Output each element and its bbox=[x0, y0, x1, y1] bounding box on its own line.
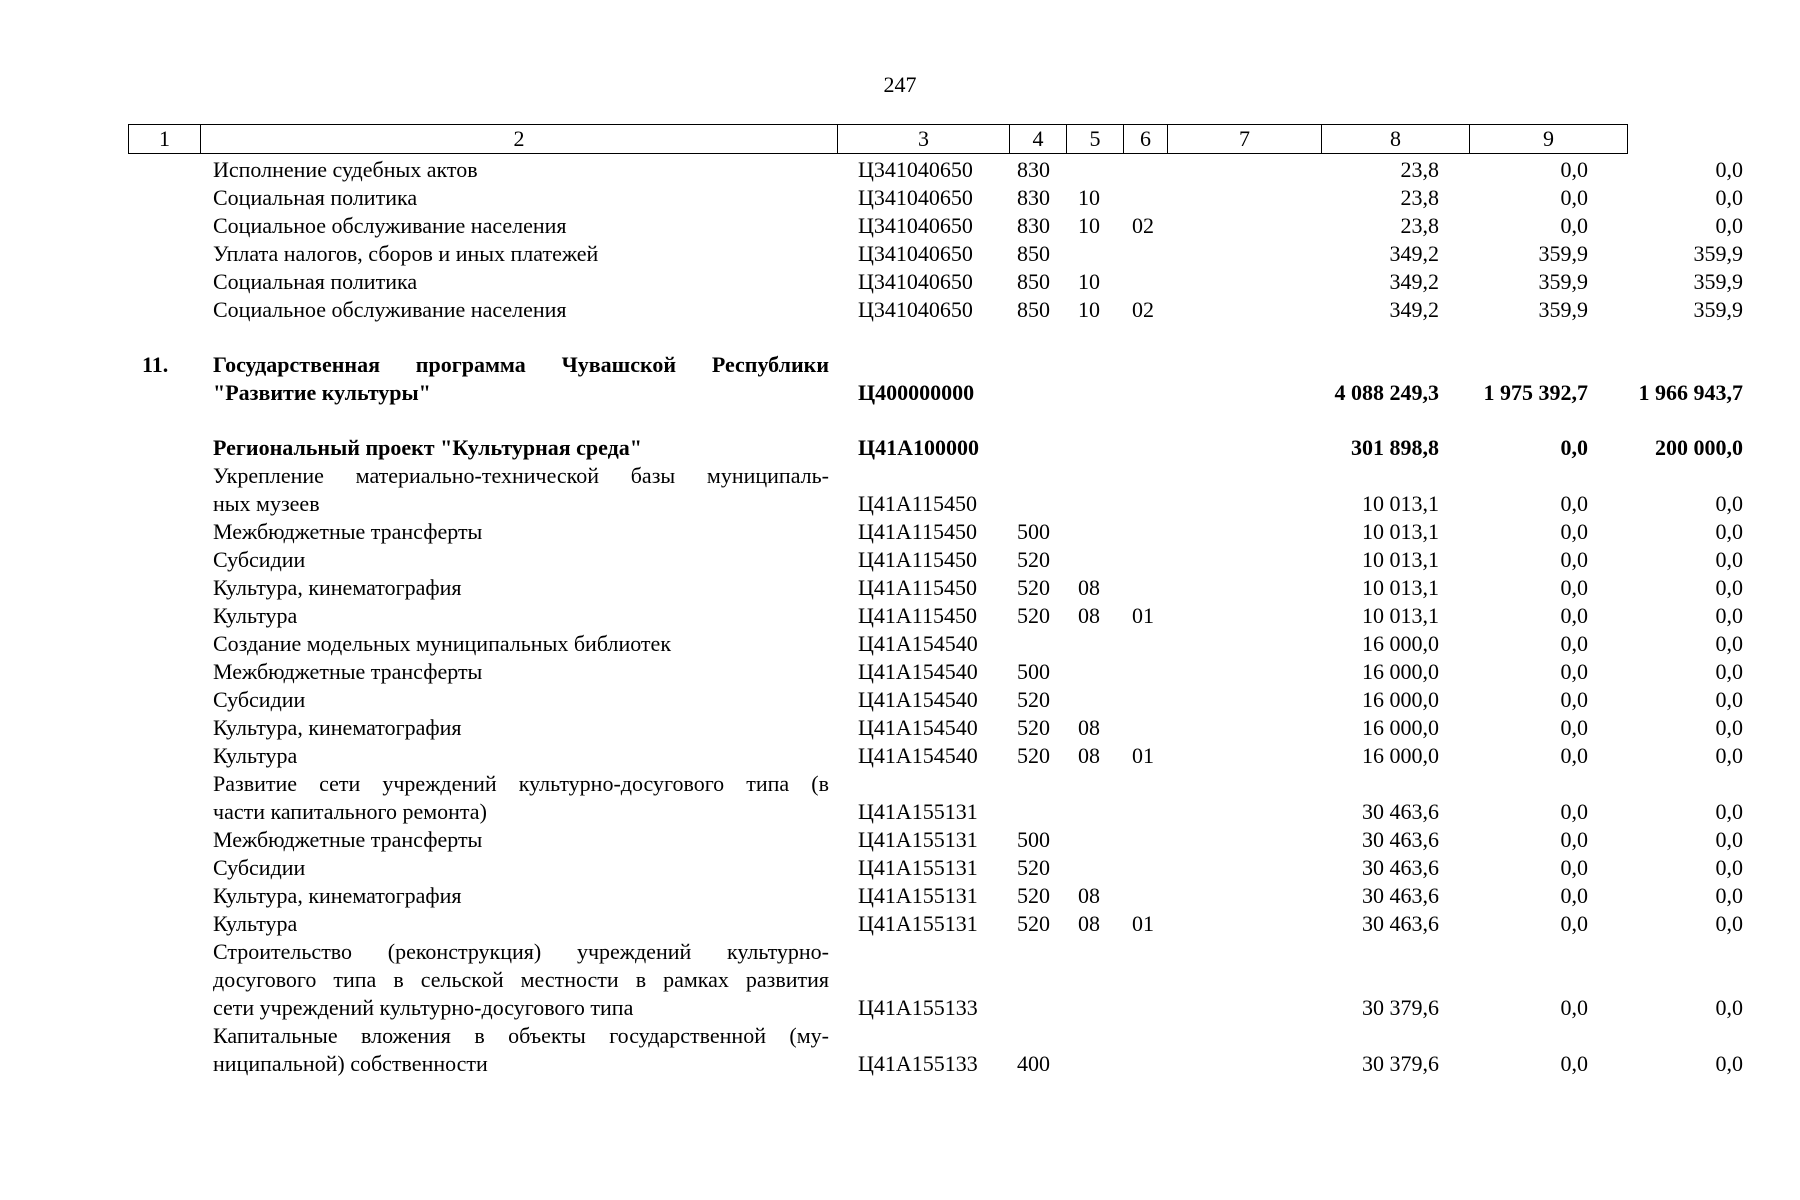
row-name-line: Межбюджетные трансферты bbox=[213, 827, 483, 852]
row-value-9: 0,0 bbox=[1715, 715, 1743, 740]
row-col-5: 08 bbox=[1078, 883, 1100, 908]
row-name-line: Культура, кинематография bbox=[213, 575, 462, 600]
row-col-5: 08 bbox=[1078, 911, 1100, 936]
row-value-9: 1 966 943,7 bbox=[1638, 380, 1743, 405]
header-col-4: 4 bbox=[1010, 125, 1067, 154]
row-value-8: 0,0 bbox=[1560, 799, 1588, 824]
row-value-9: 0,0 bbox=[1715, 911, 1743, 936]
table-row bbox=[128, 742, 1743, 770]
table-row bbox=[128, 714, 1743, 742]
row-value-7: 23,8 bbox=[1400, 213, 1439, 238]
row-value-7: 16 000,0 bbox=[1362, 687, 1439, 712]
table-row bbox=[128, 630, 1743, 658]
table-row bbox=[128, 602, 1743, 630]
row-code: Ц41A115450 bbox=[858, 575, 977, 600]
row-value-7: 301 898,8 bbox=[1351, 435, 1439, 460]
table-row bbox=[128, 296, 1743, 324]
row-spacer bbox=[128, 324, 1627, 351]
row-col-4: 830 bbox=[1017, 185, 1050, 210]
row-value-8: 0,0 bbox=[1560, 547, 1588, 572]
row-value-7: 10 013,1 bbox=[1362, 519, 1439, 544]
table-row bbox=[128, 854, 1743, 882]
row-code: Ц41A115450 bbox=[858, 519, 977, 544]
row-name bbox=[213, 462, 829, 518]
table-row bbox=[128, 1022, 1743, 1078]
row-name bbox=[213, 156, 829, 184]
row-code: Ц41A115450 bbox=[858, 491, 977, 516]
row-col-5: 08 bbox=[1078, 715, 1100, 740]
header-col-5: 5 bbox=[1067, 125, 1124, 154]
row-code: Ц41A154540 bbox=[858, 687, 978, 712]
row-value-7: 349,2 bbox=[1389, 241, 1439, 266]
table-row bbox=[128, 518, 1743, 546]
row-name-line: Субсидии bbox=[213, 547, 306, 572]
row-col-5: 08 bbox=[1078, 603, 1100, 628]
row-name-line: Исполнение судебных актов bbox=[213, 157, 478, 182]
row-name bbox=[213, 1022, 829, 1078]
row-name-line: сети учреждений культурно-досугового типа bbox=[213, 995, 634, 1020]
row-col-5: 10 bbox=[1078, 213, 1100, 238]
row-col-4: 400 bbox=[1017, 1051, 1050, 1076]
row-col-4: 830 bbox=[1017, 213, 1050, 238]
row-name-line: Социальная политика bbox=[213, 269, 418, 294]
table-row bbox=[128, 184, 1743, 212]
row-name-line: части капитального ремонта) bbox=[213, 799, 487, 824]
row-name bbox=[213, 296, 829, 324]
row-value-7: 4 088 249,3 bbox=[1334, 380, 1439, 405]
row-value-9: 0,0 bbox=[1715, 213, 1743, 238]
row-code: Ц41A154540 bbox=[858, 743, 978, 768]
row-name bbox=[213, 686, 829, 714]
row-name-line: Субсидии bbox=[213, 687, 306, 712]
row-value-9: 0,0 bbox=[1715, 185, 1743, 210]
row-value-7: 30 463,6 bbox=[1362, 911, 1439, 936]
row-name-line: Культура, кинематография bbox=[213, 883, 462, 908]
table-row bbox=[128, 574, 1743, 602]
row-code: Ц341040650 bbox=[858, 297, 973, 322]
row-name-line: Строительство (реконструкция) учреждений культурно- bbox=[213, 939, 829, 964]
row-name-line: Государственная программа Чувашской Республики bbox=[213, 352, 829, 377]
row-code: Ц41A115450 bbox=[858, 603, 977, 628]
row-value-7: 30 463,6 bbox=[1362, 883, 1439, 908]
row-value-7: 16 000,0 bbox=[1362, 659, 1439, 684]
row-name-line: Межбюджетные трансферты bbox=[213, 519, 483, 544]
row-col-4: 830 bbox=[1017, 157, 1050, 182]
row-name-line: Социальное обслуживание населения bbox=[213, 297, 567, 322]
row-value-7: 349,2 bbox=[1389, 297, 1439, 322]
row-name bbox=[213, 882, 829, 910]
row-value-7: 10 013,1 bbox=[1362, 491, 1439, 516]
row-name bbox=[213, 658, 829, 686]
row-value-8: 359,9 bbox=[1538, 269, 1588, 294]
table-row bbox=[128, 658, 1743, 686]
row-value-7: 10 013,1 bbox=[1362, 547, 1439, 572]
row-col-4: 520 bbox=[1017, 855, 1050, 880]
row-name bbox=[213, 910, 829, 938]
row-value-8: 0,0 bbox=[1560, 157, 1588, 182]
row-value-9: 0,0 bbox=[1715, 659, 1743, 684]
row-col-4: 500 bbox=[1017, 827, 1050, 852]
row-name-line: Социальная политика bbox=[213, 185, 418, 210]
row-name-line: ных музеев bbox=[213, 491, 320, 516]
row-value-7: 10 013,1 bbox=[1362, 575, 1439, 600]
table-row bbox=[128, 434, 1743, 462]
row-value-8: 0,0 bbox=[1560, 1051, 1588, 1076]
row-col-4: 520 bbox=[1017, 883, 1050, 908]
table-row bbox=[128, 351, 1743, 407]
table-body bbox=[128, 156, 1743, 1078]
row-col-6: 01 bbox=[1132, 743, 1154, 768]
row-col-4: 520 bbox=[1017, 715, 1050, 740]
row-name bbox=[213, 938, 829, 1022]
row-value-8: 0,0 bbox=[1560, 743, 1588, 768]
header-col-8: 8 bbox=[1322, 125, 1470, 154]
header-col-9: 9 bbox=[1470, 125, 1628, 154]
header-col-7: 7 bbox=[1168, 125, 1322, 154]
row-col-6: 01 bbox=[1132, 603, 1154, 628]
row-code: Ц341040650 bbox=[858, 213, 973, 238]
row-col-5: 10 bbox=[1078, 185, 1100, 210]
row-name-line: Субсидии bbox=[213, 855, 306, 880]
row-code: Ц41A155131 bbox=[858, 911, 978, 936]
row-code: Ц341040650 bbox=[858, 157, 973, 182]
row-code: Ц41A155133 bbox=[858, 995, 978, 1020]
row-value-7: 30 463,6 bbox=[1362, 799, 1439, 824]
row-code: Ц400000000 bbox=[858, 380, 975, 405]
row-col-4: 850 bbox=[1017, 297, 1050, 322]
row-value-8: 0,0 bbox=[1560, 575, 1588, 600]
row-name-line: Культура, кинематография bbox=[213, 715, 462, 740]
row-name-line: Развитие сети учреждений культурно-досугового типа (в bbox=[213, 771, 829, 796]
row-name-line: Уплата налогов, сборов и иных платежей bbox=[213, 241, 599, 266]
row-value-8: 0,0 bbox=[1560, 435, 1588, 460]
row-value-7: 16 000,0 bbox=[1362, 631, 1439, 656]
row-value-9: 0,0 bbox=[1715, 519, 1743, 544]
row-value-9: 359,9 bbox=[1693, 269, 1743, 294]
row-value-8: 0,0 bbox=[1560, 715, 1588, 740]
row-code: Ц341040650 bbox=[858, 269, 973, 294]
row-code: Ц41A155131 bbox=[858, 855, 978, 880]
row-value-9: 359,9 bbox=[1693, 241, 1743, 266]
row-name-line: Капитальные вложения в объекты государственной (му- bbox=[213, 1023, 829, 1048]
table-row bbox=[128, 826, 1743, 854]
row-code: Ц41A154540 bbox=[858, 659, 978, 684]
table-row bbox=[128, 686, 1743, 714]
row-value-9: 0,0 bbox=[1715, 603, 1743, 628]
table-row bbox=[128, 938, 1743, 1022]
row-value-9: 0,0 bbox=[1715, 575, 1743, 600]
row-name bbox=[213, 268, 829, 296]
row-value-7: 30 379,6 bbox=[1362, 995, 1439, 1020]
table-row bbox=[128, 462, 1743, 518]
row-value-8: 0,0 bbox=[1560, 631, 1588, 656]
row-code: Ц41A115450 bbox=[858, 547, 977, 572]
table-row bbox=[128, 770, 1743, 826]
row-col-5: 10 bbox=[1078, 297, 1100, 322]
row-col-5: 08 bbox=[1078, 743, 1100, 768]
row-name bbox=[213, 574, 829, 602]
row-name bbox=[213, 630, 829, 658]
row-value-8: 0,0 bbox=[1560, 995, 1588, 1020]
row-col-4: 500 bbox=[1017, 659, 1050, 684]
table-row bbox=[128, 268, 1743, 296]
row-value-9: 359,9 bbox=[1693, 297, 1743, 322]
row-value-7: 23,8 bbox=[1400, 185, 1439, 210]
row-name bbox=[213, 546, 829, 574]
row-value-9: 0,0 bbox=[1715, 1051, 1743, 1076]
row-col-6: 02 bbox=[1132, 297, 1154, 322]
table-row bbox=[128, 910, 1743, 938]
row-value-9: 0,0 bbox=[1715, 687, 1743, 712]
row-col-6: 02 bbox=[1132, 213, 1154, 238]
row-value-8: 359,9 bbox=[1538, 241, 1588, 266]
row-name bbox=[213, 714, 829, 742]
row-value-7: 16 000,0 bbox=[1362, 715, 1439, 740]
row-value-8: 359,9 bbox=[1538, 297, 1588, 322]
row-value-8: 0,0 bbox=[1560, 827, 1588, 852]
table-row bbox=[128, 882, 1743, 910]
row-name-line: досугового типа в сельской местности в рамках развития bbox=[213, 967, 829, 992]
header-col-2: 2 bbox=[201, 125, 838, 154]
row-value-8: 1 975 392,7 bbox=[1483, 380, 1588, 405]
row-value-9: 0,0 bbox=[1715, 995, 1743, 1020]
row-col-4: 520 bbox=[1017, 603, 1050, 628]
row-value-7: 349,2 bbox=[1389, 269, 1439, 294]
header-col-1: 1 bbox=[129, 125, 201, 154]
row-value-8: 0,0 bbox=[1560, 603, 1588, 628]
row-name-line: "Развитие культуры" bbox=[213, 380, 431, 405]
row-code: Ц41A155131 bbox=[858, 827, 978, 852]
table-row bbox=[128, 240, 1743, 268]
row-name bbox=[213, 240, 829, 268]
row-value-9: 0,0 bbox=[1715, 157, 1743, 182]
row-code: Ц41A155131 bbox=[858, 883, 978, 908]
row-value-8: 0,0 bbox=[1560, 883, 1588, 908]
row-value-7: 30 463,6 bbox=[1362, 855, 1439, 880]
row-code: Ц41A154540 bbox=[858, 715, 978, 740]
row-value-9: 0,0 bbox=[1715, 883, 1743, 908]
row-name bbox=[213, 434, 829, 462]
row-spacer bbox=[128, 407, 1627, 434]
row-code: Ц341040650 bbox=[858, 185, 973, 210]
row-name-line: Культура bbox=[213, 743, 298, 768]
row-name-line: Укрепление материально-технической базы муниципаль- bbox=[213, 463, 829, 488]
row-col-4: 520 bbox=[1017, 575, 1050, 600]
header-col-6: 6 bbox=[1124, 125, 1168, 154]
table-row bbox=[128, 156, 1743, 184]
row-col-4: 520 bbox=[1017, 911, 1050, 936]
row-value-8: 0,0 bbox=[1560, 519, 1588, 544]
row-code: Ц341040650 bbox=[858, 241, 973, 266]
row-col-6: 01 bbox=[1132, 911, 1154, 936]
row-value-9: 0,0 bbox=[1715, 743, 1743, 768]
row-name bbox=[213, 351, 829, 407]
row-name-line: Межбюджетные трансферты bbox=[213, 659, 483, 684]
row-col-4: 500 bbox=[1017, 519, 1050, 544]
row-col-4: 850 bbox=[1017, 269, 1050, 294]
header-col-3: 3 bbox=[838, 125, 1010, 154]
row-code: Ц41A155133 bbox=[858, 1051, 978, 1076]
row-value-8: 0,0 bbox=[1560, 185, 1588, 210]
row-value-9: 0,0 bbox=[1715, 827, 1743, 852]
row-value-9: 0,0 bbox=[1715, 547, 1743, 572]
row-col-5: 08 bbox=[1078, 575, 1100, 600]
row-value-7: 23,8 bbox=[1400, 157, 1439, 182]
row-value-9: 0,0 bbox=[1715, 799, 1743, 824]
row-name bbox=[213, 602, 829, 630]
row-value-9: 200 000,0 bbox=[1655, 435, 1743, 460]
row-value-8: 0,0 bbox=[1560, 911, 1588, 936]
table-row bbox=[128, 546, 1743, 574]
row-code: Ц41A155131 bbox=[858, 799, 978, 824]
row-name bbox=[213, 854, 829, 882]
row-value-9: 0,0 bbox=[1715, 855, 1743, 880]
row-name-line: Создание модельных муниципальных библиотек bbox=[213, 631, 672, 656]
row-col-4: 850 bbox=[1017, 241, 1050, 266]
table-header bbox=[128, 124, 1628, 154]
table-row bbox=[128, 212, 1743, 240]
row-value-8: 0,0 bbox=[1560, 491, 1588, 516]
row-name-line: Культура bbox=[213, 603, 298, 628]
row-code: Ц41A100000 bbox=[858, 435, 979, 460]
row-name bbox=[213, 518, 829, 546]
page-number: 247 bbox=[883, 72, 917, 97]
row-value-9: 0,0 bbox=[1715, 491, 1743, 516]
row-name bbox=[213, 742, 829, 770]
row-number: 11. bbox=[142, 352, 169, 377]
row-value-8: 0,0 bbox=[1560, 687, 1588, 712]
row-name-line: Культура bbox=[213, 911, 298, 936]
row-name-line: Социальное обслуживание населения bbox=[213, 213, 567, 238]
row-value-7: 10 013,1 bbox=[1362, 603, 1439, 628]
row-name bbox=[213, 212, 829, 240]
row-name bbox=[213, 826, 829, 854]
row-col-5: 10 bbox=[1078, 269, 1100, 294]
row-name bbox=[213, 770, 829, 826]
row-value-8: 0,0 bbox=[1560, 659, 1588, 684]
row-value-8: 0,0 bbox=[1560, 855, 1588, 880]
row-col-4: 520 bbox=[1017, 547, 1050, 572]
row-code: Ц41A154540 bbox=[858, 631, 978, 656]
row-value-9: 0,0 bbox=[1715, 631, 1743, 656]
row-value-7: 30 463,6 bbox=[1362, 827, 1439, 852]
row-value-8: 0,0 bbox=[1560, 213, 1588, 238]
row-value-7: 30 379,6 bbox=[1362, 1051, 1439, 1076]
row-col-4: 520 bbox=[1017, 687, 1050, 712]
row-name-line: Региональный проект "Культурная среда" bbox=[213, 435, 642, 460]
row-col-4: 520 bbox=[1017, 743, 1050, 768]
row-name bbox=[213, 184, 829, 212]
row-name-line: ниципальной) собственности bbox=[213, 1051, 488, 1076]
row-value-7: 16 000,0 bbox=[1362, 743, 1439, 768]
